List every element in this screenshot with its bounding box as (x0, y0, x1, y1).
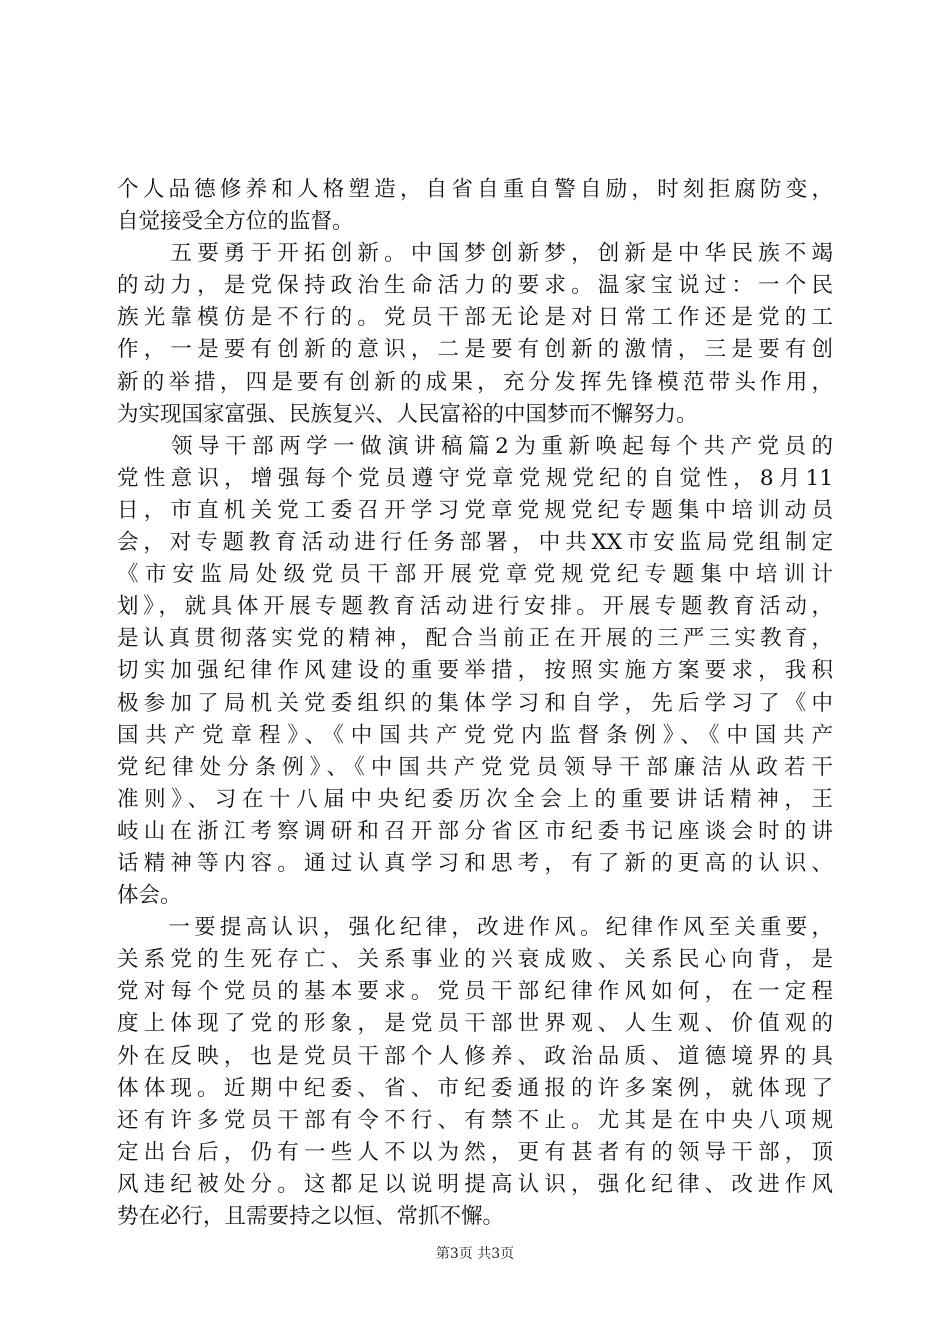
text-line: 切实加强纪律作风建设的重要举措，按照实施方案要求，我积 (117, 658, 833, 684)
text-line: 《市安监局处级党员干部开展党章党规党纪专题集中培训计 (117, 562, 833, 588)
text-line: 岐山在浙江考察调研和召开部分省区市纪委书记座谈会时的讲 (117, 818, 833, 844)
document-body (117, 174, 833, 1233)
text-line: 作，一是要有创新的意识，二是要有创新的激情，三是要有创 (117, 337, 833, 363)
text-line: 党性意识，增强每个党员遵守党章党规党纪的自觉性，8月11 (117, 465, 833, 491)
text-line: 划》，就具体开展专题教育活动进行安排。开展专题教育活动， (117, 594, 833, 620)
text-line: 外在反映，也是党员干部个人修养、政治品质、道德境界的具 (117, 1043, 833, 1069)
page-footer: 第3页 共3页 (435, 1246, 515, 1262)
text-line: 国共产党章程》、《中国共产党党内监督条例》、《中国共产 (117, 722, 833, 748)
text-line: 五要勇于开拓创新。中国梦创新梦，创新是中华民族不竭 (117, 241, 833, 267)
text-line: 个人品德修养和人格塑造，自省自重自警自励，时刻拒腐防变， (117, 177, 833, 202)
text-line: 一要提高认识，强化纪律，改进作风。纪律作风至关重要， (117, 915, 833, 941)
text-line: 领导干部两学一做演讲稿篇2为重新唤起每个共产党员的 (117, 433, 833, 459)
text-line: 极参加了局机关党委组织的集体学习和自学，先后学习了《中 (117, 690, 833, 716)
text-line: 党纪律处分条例》、《中国共产党党员领导干部廉洁从政若干 (117, 754, 833, 780)
text-line: 是认真贯彻落实党的精神，配合当前正在开展的三严三实教育， (117, 626, 833, 652)
text-line: 党对每个党员的基本要求。党员干部纪律作风如何，在一定程 (117, 979, 833, 1005)
text-line: 话精神等内容。通过认真学习和思考，有了新的更高的认识、 (117, 850, 833, 876)
text-line: 体体现。近期中纪委、省、市纪委通报的许多案例，就体现了 (117, 1075, 833, 1101)
text-line: 风违纪被处分。这都足以说明提高认识，强化纪律、改进作风 (117, 1171, 833, 1197)
text-line: 为实现国家富强、民族复兴、人民富裕的中国梦而不懈努力。 (117, 401, 698, 427)
text-line: 自觉接受全方位的监督。 (117, 209, 354, 235)
text-line: 族光靠模仿是不行的。党员干部无论是对日常工作还是党的工 (117, 305, 833, 331)
text-line: 度上体现了党的形象，是党员干部世界观、人生观、价值观的 (117, 1011, 833, 1037)
text-line: 体会。 (117, 883, 182, 909)
text-line: 准则》、习在十八届中央纪委历次全会上的重要讲话精神，王 (117, 786, 833, 812)
text-line: 定出台后，仍有一些人不以为然，更有甚者有的领导干部，顶 (117, 1139, 833, 1165)
text-line: 还有许多党员干部有令不行、有禁不止。尤其是在中央八项规 (117, 1107, 833, 1133)
text-line: 关系党的生死存亡、关系事业的兴衰成败、关系民心向背，是 (117, 947, 833, 973)
text-line: 势在必行，且需要持之以恒、常抓不懈。 (117, 1204, 505, 1229)
text-line: 新的举措，四是要有创新的成果，充分发挥先锋模范带头作用， (117, 369, 833, 395)
text-line: 会，对专题教育活动进行任务部署，中共XX市安监局党组制定 (117, 530, 833, 556)
text-line: 的动力，是党保持政治生命活力的要求。温家宝说过：一个民 (117, 273, 833, 299)
text-line: 日，市直机关党工委召开学习党章党规党纪专题集中培训动员 (117, 497, 833, 523)
